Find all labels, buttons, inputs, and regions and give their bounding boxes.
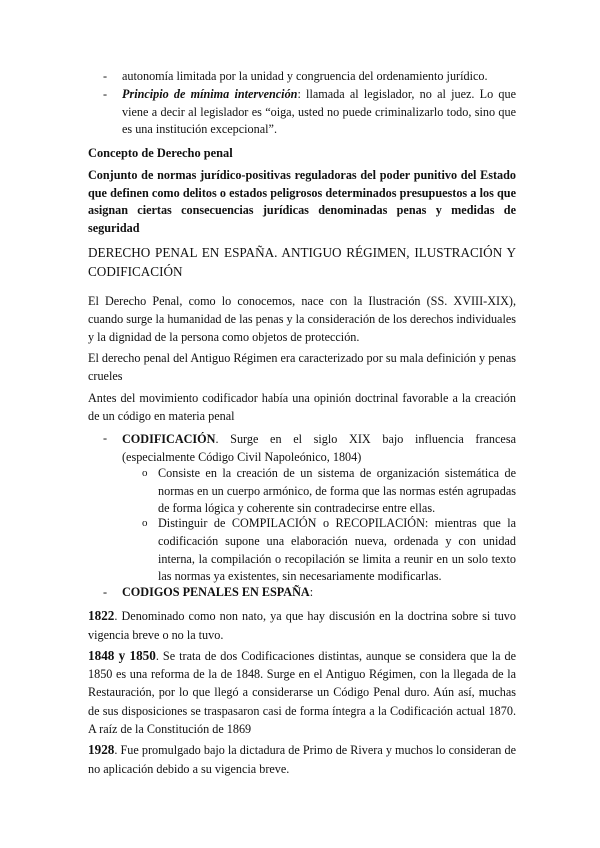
year-text: . Se trata de dos Codificaciones distintas, aunque se considera que la de 1850 es una reforma de la de 1848. Surge en el Antiguo Régimen, con la llegada de la Restauración, por lo que llegó a considerarse un Código Penal duro. Aún así, muchas de sus disposiciones se traspasaron casi de forma íntegra a la Codificación actual 1870. A raíz de la Constitución de 1869	[88, 649, 517, 736]
sub-bullet-circle: o	[142, 517, 148, 529]
section-paragraph-1: El Derecho Penal, como lo conocemos, nace con la Ilustración (SS. XVIII-XIX), cuando surge la humanidad de las penas y la consideración de los derechos individuales y la dignidad de la persona como objetos de protección.	[88, 294, 516, 344]
sub-bullet-circle: o	[142, 467, 148, 479]
year-text: . Fue promulgado bajo la dictadura de Primo de Rivera y muchos lo consideran de no aplicación debido a su vigencia breve.	[88, 743, 516, 776]
bullet-label: Principio de mínima intervención	[122, 87, 298, 101]
year-label: 1848 y 1850	[88, 648, 156, 663]
section-title: DERECHO PENAL EN ESPAÑA. ANTIGUO RÉGIMEN, ILUSTRACIÓN Y CODIFICACIÓN	[88, 245, 516, 279]
section-paragraph-3: Antes del movimiento codificador había una opinión doctrinal favorable a la creación de un código en materia penal	[88, 391, 516, 423]
bullet-dash: -	[103, 431, 108, 445]
codificacion-sub-1: Consiste en la creación de un sistema de organización sistemática de normas en un cuerpo armónico, de forma que las normas estén agrupadas de forma lógica y coherente sin contradecirse entre ellas.	[158, 466, 516, 515]
codigos-item	[122, 584, 516, 602]
year-label: 1928	[88, 742, 115, 757]
codificacion-text: . Surge en el siglo XIX bajo influencia francesa (especialmente Código Civil Napoleónico, 1804)	[122, 432, 516, 464]
concepto-definition: Conjunto de normas jurídico-positivas reguladoras del poder punitivo del Estado que definen como delitos o estados peligrosos determinados presupuestos a los que asignan ciertas consecuencias jurídicas denominadas penas y medidas de seguridad	[88, 168, 516, 235]
year-1848-1850	[88, 646, 516, 738]
codigos-suffix: :	[309, 585, 314, 599]
bullet-text: : llamada al legislador, no al juez. Lo que viene a decir al legislador es “oiga, usted no puede criminalizarlo todo, sino que es una institución excepcional”.	[122, 87, 517, 136]
codificacion-item	[122, 430, 516, 466]
section-paragraph-2: El derecho penal del Antiguo Régimen era caracterizado por su mala definición y penas crueles	[88, 351, 516, 383]
bullet-autonomia: autonomía limitada por la unidad y congruencia del ordenamiento jurídico.	[122, 69, 488, 83]
year-text: . Denominado como non nato, ya que hay discusión en la doctrina sobre si tuvo vigencia breve o no la tuvo.	[88, 609, 516, 642]
year-1928	[88, 740, 516, 778]
year-1822	[88, 606, 516, 644]
codificacion-sub-2: Distinguir de COMPILACIÓN o RECOPILACIÓN: mientras que la codificación supone una elaboración nueva, ordenada y con unidad interna, la compilación o recopilación se limita a reunir en un solo texto las normas ya existentes, sin necesariamente modificarlas.	[158, 516, 516, 584]
bullet-minima-intervencion	[122, 86, 516, 139]
concepto-heading: Concepto de Derecho penal	[88, 146, 233, 160]
bullet-dash: -	[103, 69, 108, 83]
year-label: 1822	[88, 608, 115, 623]
bullet-dash: -	[103, 585, 108, 599]
codigos-label: CODIGOS PENALES EN ESPAÑA	[122, 585, 310, 599]
bullet-dash: -	[103, 87, 108, 101]
codificacion-label: CODIFICACIÓN	[122, 432, 216, 446]
